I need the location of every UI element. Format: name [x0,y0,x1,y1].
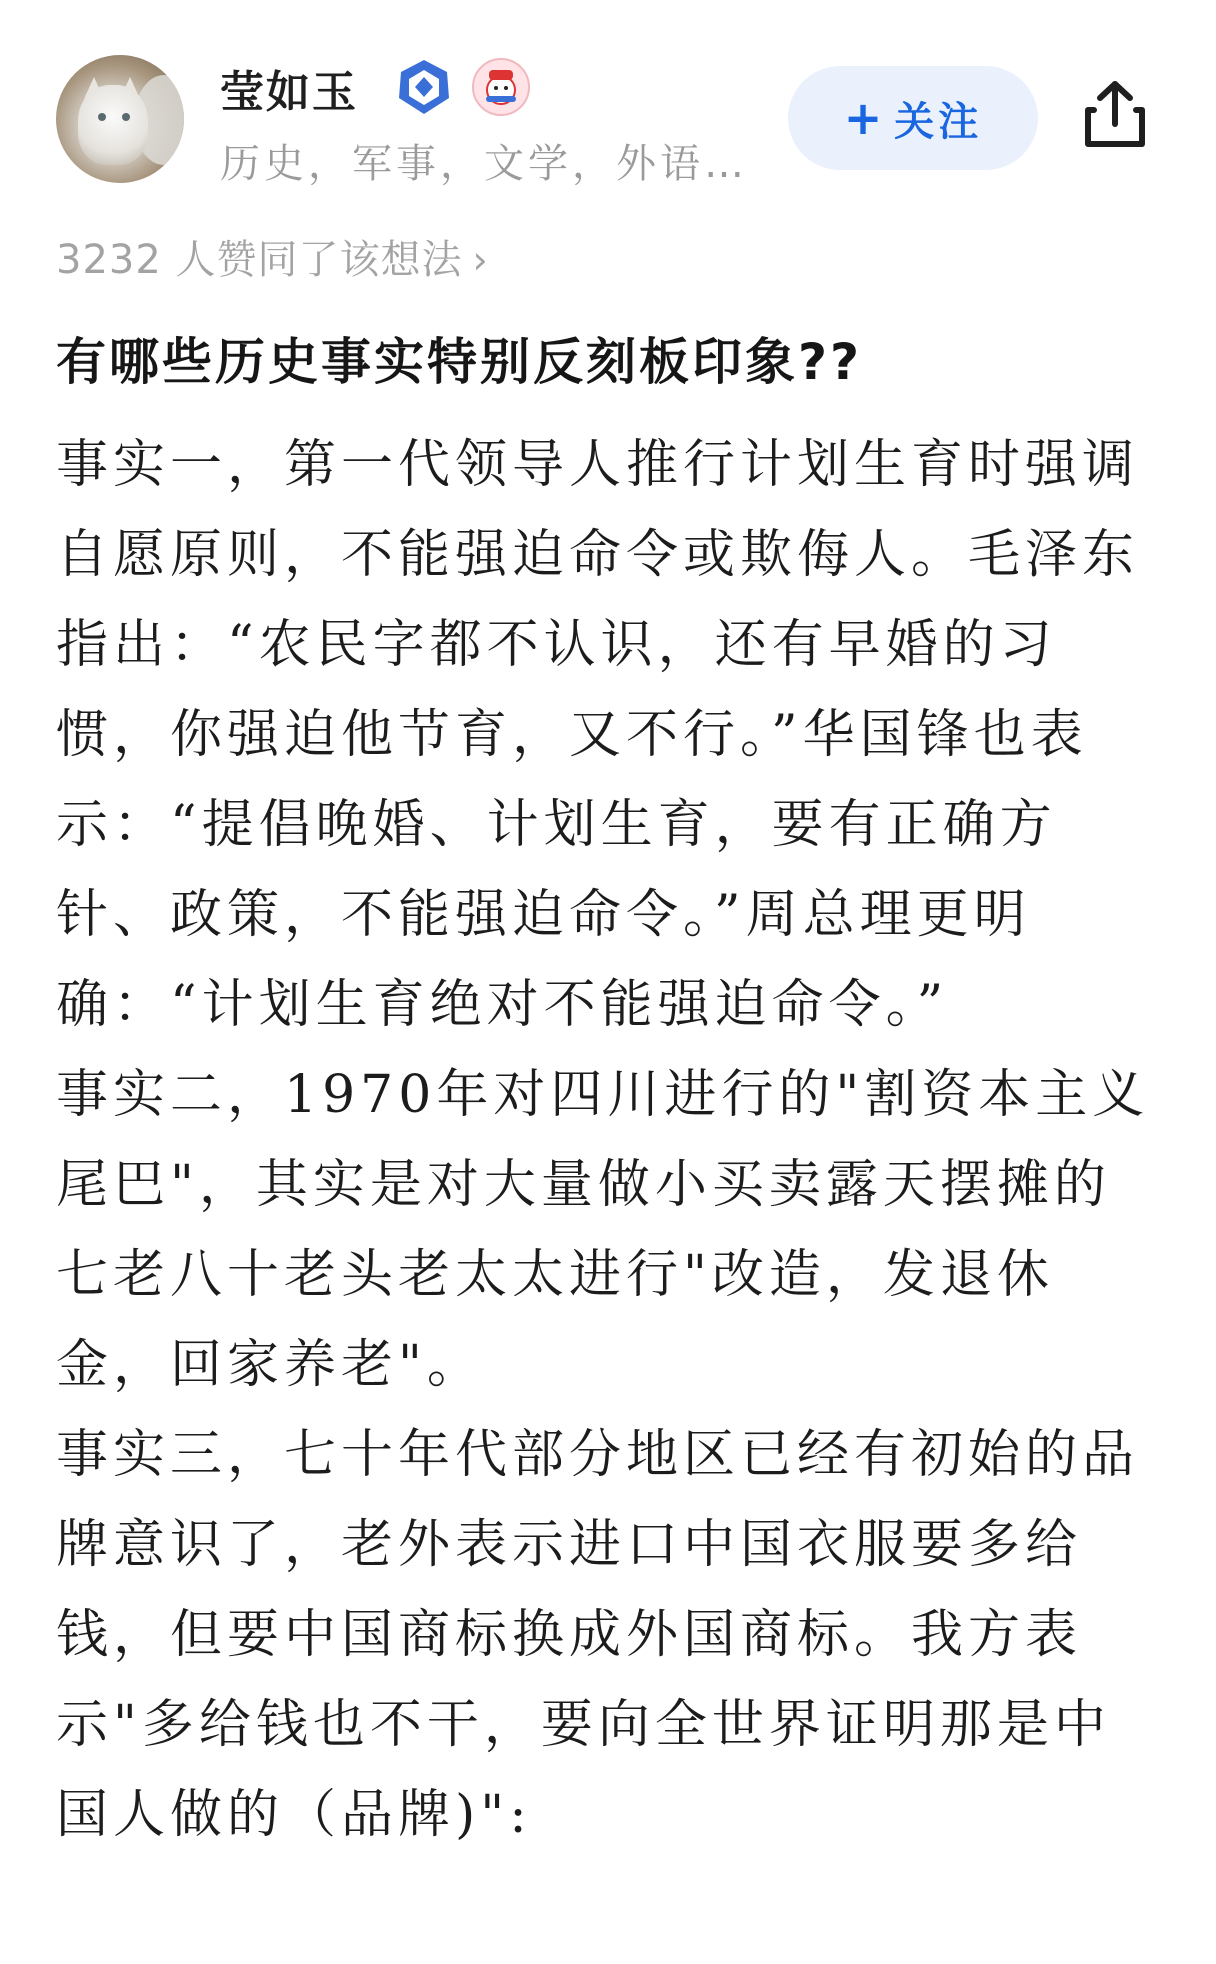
username[interactable]: 莹如玉 [220,67,358,118]
user-bio: 历史，军事，文学，外语… [220,141,748,187]
agree-count-link[interactable] [56,228,489,285]
cat-face [78,85,148,165]
agree-count-text: 3232 人赞同了该想法 [56,237,463,283]
user-avatar[interactable] [56,55,184,183]
mascot-badge-icon [472,58,530,116]
cat-eye-left [98,113,106,121]
verified-badge-icon [395,58,453,116]
follow-button[interactable] [788,66,1038,170]
plus-icon: + [843,91,887,145]
paragraph-fact-1: 事实一，第一代领导人推行计划生育时强调自愿原则，不能强迫命令或欺侮人。毛泽东指出：“农民字都不认识，还有早婚的习惯，你强迫他节育，又不行。”华国锋也表示：“提倡晚婚、计划生育，要有正确方针、政策，不能强迫命令。”周总理更明确：“计划生育绝对不能强迫命令。” [56,435,1140,1035]
question-title[interactable]: 有哪些历史事实特别反刻板印象?? [56,333,863,391]
follow-label: 关注 [894,98,983,145]
chevron-right-icon: › [472,238,489,282]
share-icon[interactable] [1080,78,1150,150]
post-body [56,420,1156,1860]
post-header [0,0,1216,200]
paragraph-fact-3: 事实三，七十年代部分地区已经有初始的品牌意识了，老外表示进口中国衣服要多给钱，但要中国商标换成外国商标。我方表示"多给钱也不干，要向全世界证明那是中国人做的（品牌)": [56,1425,1140,1845]
paragraph-fact-2: 事实二，1970年对四川进行的"割资本主义尾巴"，其实是对大量做小买卖露天摆摊的七老八十老头老太太进行"改造，发退休金，回家养老"。 [56,1065,1150,1395]
cat-eye-right [122,113,130,121]
